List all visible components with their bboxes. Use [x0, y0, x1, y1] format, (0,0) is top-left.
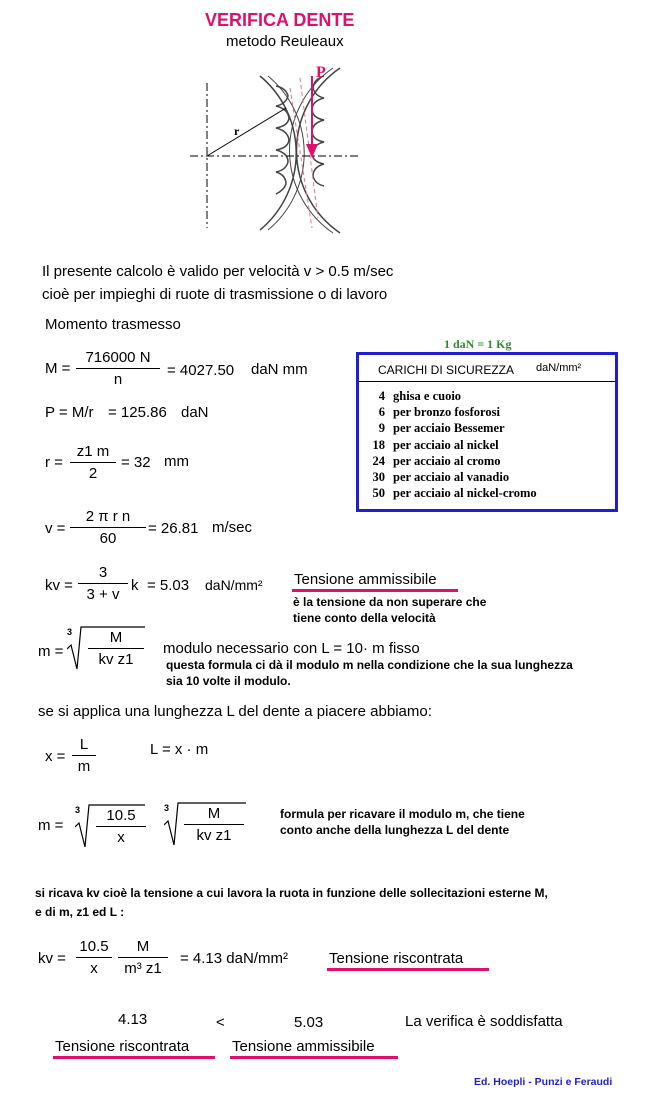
- kv2-label-underline: [327, 968, 489, 971]
- table-row: 24 per acciaio al cromo: [372, 454, 501, 468]
- verification-left-underline: [53, 1056, 215, 1059]
- intro-line-1: Il presente calcolo è valido per velocità v > 0.5 m/sec: [42, 263, 394, 280]
- kv-label: Tensione ammissibile: [294, 571, 437, 588]
- modulus-denominator: kv z1: [98, 651, 134, 668]
- kv2-intro-1: si ricava kv cioè la tensione a cui lavora la ruota in funzione delle sollecitazioni esterne M,: [35, 886, 548, 900]
- kv-result: = 5.03: [147, 577, 190, 594]
- credit: Ed. Hoepli - Punzi e Feraudi: [474, 1076, 613, 1088]
- length-intro: se si applica una lunghezza L del dente a piacere abbiamo:: [38, 703, 432, 720]
- kv2-denominator-2: m³ z1: [124, 960, 162, 977]
- moment-fraction: [76, 349, 160, 388]
- modulus-numerator: M: [109, 629, 123, 646]
- force-result: = 125.86: [108, 404, 167, 421]
- verification-operator: <: [216, 1014, 225, 1031]
- kv-unit: daN/mm²: [205, 577, 263, 593]
- modulus-note-2: sia 10 volte il modulo.: [166, 674, 291, 688]
- velocity-fraction: [70, 508, 146, 547]
- kv-fraction: [78, 564, 128, 603]
- modulus-label: modulo necessario con L = 10· m fisso: [163, 640, 420, 657]
- modulus-note-1: questa formula ci dà il modulo m nella condizione che la sua lunghezza: [166, 658, 573, 672]
- kv2-numerator-1: 10.5: [79, 938, 109, 955]
- length-fraction: [72, 736, 96, 775]
- modulus2-fraction-1: [96, 807, 146, 846]
- verification-right-underline: [230, 1056, 398, 1059]
- modulus2-note-1: formula per ricavare il modulo m, che tiene: [280, 807, 525, 821]
- radius-denominator: 2: [88, 465, 98, 482]
- kv-k-symbol: k: [131, 577, 139, 594]
- radius-label: r: [234, 124, 240, 138]
- modulus2-numerator-2: M: [207, 805, 221, 822]
- loads-table-title: CARICHI DI SICUREZZA: [378, 363, 515, 377]
- length-lhs: x =: [45, 748, 66, 765]
- verification-left-label: Tensione riscontrata: [55, 1038, 190, 1055]
- moment-denominator: n: [113, 371, 123, 388]
- modulus2-note-2: conto anche della lunghezza L del dente: [280, 823, 510, 837]
- verification-right-value: 5.03: [294, 1014, 324, 1031]
- kv-note-2: tiene conto della velocità: [293, 611, 436, 625]
- moment-heading: Momento trasmesso: [45, 316, 181, 333]
- kv-lhs: kv =: [45, 577, 73, 594]
- length-denominator: m: [77, 758, 91, 775]
- modulus-fraction: [88, 629, 144, 668]
- modulus-lhs: m =: [38, 643, 64, 660]
- radius-numerator: z1 m: [76, 443, 110, 460]
- radius-lhs: r =: [45, 454, 63, 471]
- table-row: 18 per acciaio al nickel: [372, 438, 499, 452]
- radius-fraction: [70, 443, 116, 482]
- table-row: 4 ghisa e cuoio: [378, 389, 462, 403]
- kv-denominator: 3 + v: [86, 586, 120, 603]
- kv-label-underline: [292, 589, 458, 592]
- modulus2-root-index-1: 3: [75, 805, 81, 815]
- modulus2-fraction-2: [184, 805, 244, 844]
- page-subtitle: metodo Reuleaux: [226, 33, 344, 50]
- page-title: VERIFICA DENTE: [205, 10, 355, 30]
- modulus2-denominator-1: x: [117, 829, 125, 846]
- kv2-fraction-2: [118, 938, 168, 977]
- verification-left-value: 4.13: [118, 1011, 148, 1028]
- force-unit: daN: [181, 404, 209, 421]
- moment-numerator: 716000 N: [85, 349, 151, 366]
- velocity-lhs: v =: [45, 520, 66, 537]
- radius-result: = 32: [121, 454, 151, 471]
- length-numerator: L: [79, 736, 89, 753]
- kv2-fraction-1: [76, 938, 112, 977]
- table-row: 6 per bronzo fosforosi: [378, 405, 500, 419]
- verification-right-label: Tensione ammissibile: [232, 1038, 375, 1055]
- kv2-numerator-2: M: [136, 938, 150, 955]
- velocity-numerator: 2 π r n: [85, 508, 131, 525]
- kv2-denominator-1: x: [90, 960, 98, 977]
- kv-numerator: 3: [98, 564, 108, 581]
- modulus2-numerator-1: 10.5: [106, 807, 136, 824]
- kv2-intro-2: e di m, z1 ed L :: [35, 905, 125, 919]
- velocity-result: = 26.81: [148, 520, 199, 537]
- moment-lhs: M =: [45, 360, 71, 377]
- verification-conclusion: La verifica è soddisfatta: [405, 1013, 563, 1030]
- kv2-result: = 4.13 daN/mm²: [180, 950, 288, 967]
- kv2-label: Tensione riscontrata: [329, 950, 464, 967]
- intro-line-2: cioè per impieghi di ruote di trasmissione o di lavoro: [42, 286, 388, 303]
- moment-result: = 4027.50: [167, 362, 235, 379]
- force-label: P: [316, 64, 326, 81]
- kv-note-1: è la tensione da non superare che: [293, 595, 487, 609]
- gear-tooth-diagram: [190, 58, 365, 238]
- table-row: 30 per acciaio al vanadio: [372, 470, 510, 484]
- table-row: 9 per acciaio Bessemer: [378, 421, 505, 435]
- unit-note: 1 daN = 1 Kg: [444, 337, 512, 351]
- modulus-root-index: 3: [67, 627, 73, 637]
- loads-table: [356, 352, 618, 512]
- radius-unit: mm: [164, 453, 189, 470]
- velocity-denominator: 60: [99, 530, 117, 547]
- modulus2-root-index-2: 3: [164, 803, 170, 813]
- loads-table-header: [359, 355, 615, 382]
- velocity-unit: m/sec: [212, 519, 253, 536]
- force-formula: P = M/r: [45, 404, 94, 421]
- loads-table-unit: daN/mm²: [536, 362, 582, 374]
- modulus2-lhs: m =: [38, 817, 64, 834]
- length-formula: L = x · m: [150, 741, 209, 758]
- table-row: 50 per acciaio al nickel-cromo: [372, 486, 537, 500]
- modulus2-denominator-2: kv z1: [196, 827, 232, 844]
- moment-unit: daN mm: [251, 361, 308, 378]
- kv2-lhs: kv =: [38, 950, 66, 967]
